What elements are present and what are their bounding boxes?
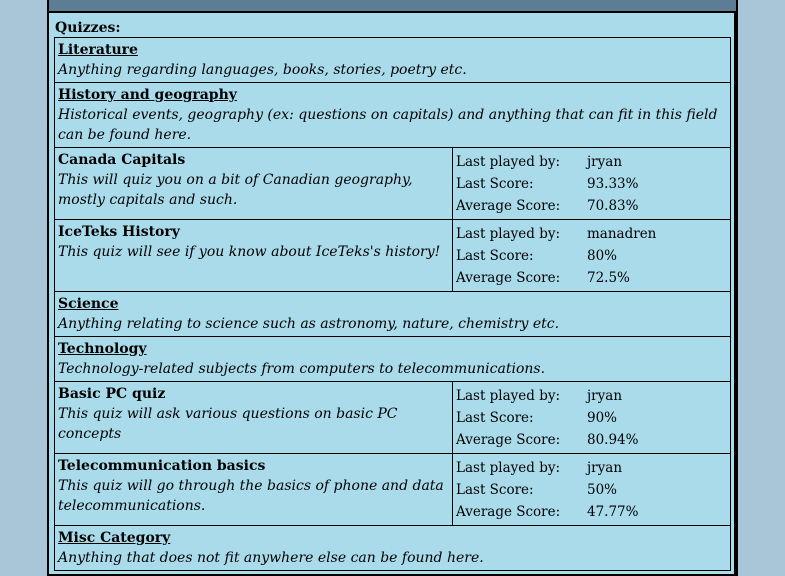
quiz-stats [453,382,730,453]
quiz-description: This quiz will go through the basics of phone and data telecommunications. [58,478,444,514]
quiz-link-canada-capitals[interactable]: Canada Capitals [58,152,186,168]
quiz-description: This quiz will ask various questions on basic PC concepts [58,406,398,442]
category-link-technology[interactable]: Technology [58,341,147,357]
last-score-label: Last Score: [456,176,534,192]
category-link-science[interactable]: Science [58,296,119,312]
category-link-misc[interactable]: Misc Category [58,530,171,546]
last-played-label: Last played by: [456,460,561,476]
category-description: Anything that does not fit anywhere else can be found here. [58,550,484,566]
category-row [55,526,730,570]
last-played-value: jryan [587,460,623,476]
quiz-stats [453,454,730,525]
average-score-value: 72.5% [587,270,630,286]
last-played-value: jryan [587,388,623,404]
category-row [55,38,730,83]
last-played-value: jryan [587,154,623,170]
quiz-link-telecommunication-basics[interactable]: Telecommunication basics [58,458,266,474]
category-row [55,292,730,337]
last-score-label: Last Score: [456,482,534,498]
last-played-value: manadren [587,226,657,242]
last-played-label: Last played by: [456,154,561,170]
last-score-value: 50% [587,482,618,498]
category-description: Historical events, geography (ex: questions on capitals) and anything that can fit in this field can be found here. [58,107,718,143]
category-link-literature[interactable]: Literature [58,42,138,58]
last-score-label: Last Score: [456,410,534,426]
last-played-label: Last played by: [456,388,561,404]
quiz-list [54,37,731,571]
category-description: Anything regarding languages, books, stories, poetry etc. [58,62,467,78]
quiz-stats [453,148,730,219]
average-score-value: 80.94% [587,432,639,448]
quiz-link-iceteks-history[interactable]: IceTeks History [58,224,180,240]
quiz-row [55,454,730,526]
average-score-value: 70.83% [587,198,639,214]
average-score-label: Average Score: [456,270,561,286]
category-row [55,83,730,148]
last-score-value: 90% [587,410,618,426]
category-row [55,337,730,382]
category-link-history-geography[interactable]: History and geography [58,87,237,103]
quizzes-heading: Quizzes: [55,20,121,36]
quiz-description: This quiz will see if you know about IceTeks's history! [58,244,441,260]
quiz-link-basic-pc[interactable]: Basic PC quiz [58,386,166,402]
last-score-value: 80% [587,248,618,264]
category-description: Anything relating to science such as astronomy, nature, chemistry etc. [58,316,560,332]
average-score-label: Average Score: [456,432,561,448]
quiz-row [55,220,730,292]
last-score-label: Last Score: [456,248,534,264]
quiz-row [55,148,730,220]
category-description: Technology-related subjects from computers to telecommunications. [58,361,546,377]
quiz-stats [453,220,730,291]
quiz-row [55,382,730,454]
average-score-value: 47.77% [587,504,639,520]
quiz-description: This will quiz you on a bit of Canadian geography, mostly capitals and such. [58,172,413,208]
last-played-label: Last played by: [456,226,561,242]
quizzes-panel [47,11,738,576]
last-score-value: 93.33% [587,176,639,192]
average-score-label: Average Score: [456,198,561,214]
average-score-label: Average Score: [456,504,561,520]
